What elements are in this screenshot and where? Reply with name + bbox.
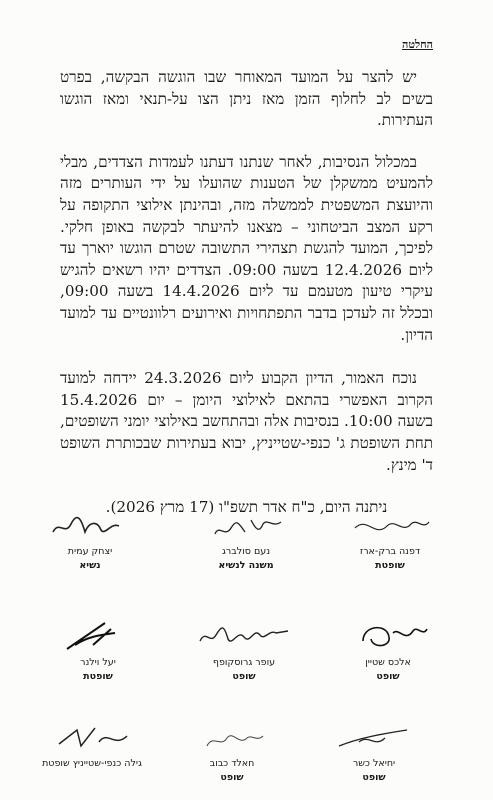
signer-name: גילה כנפי-שטייניץ שופטת xyxy=(42,758,142,769)
handwritten-signature-icon xyxy=(329,720,419,756)
signature-justice-barak-erez xyxy=(320,510,460,571)
signer-name: יצחק עמית xyxy=(67,546,113,557)
signer-name: יחיאל כשר xyxy=(352,758,396,769)
paragraph-2: במכלול הנסיבות, לאחר שנתנו דעתנו לעמדות הצדדים, מבלי להמעיט ממשקלן של הטענות שהועלו על ידי העותרים מזה והיועצת המשפטית לממשלה מזה, ובהינתן אילוצי התקופה על רקע המצב הביטחוני – מצאנו להיעתר לבקשה באופן חלקי. לפיכך, המועד להגשת תצהירי התשובה שטרם הוגשו יוארך עד ליום 12.4.2026 בשעה 09:00. הצדדים יהיו רשאים להגיש עיקרי טיעון מטעמם עד ליום 14.4.2026 בשעה 09:00, ובכלל זה לעדכן בדבר התפתחויות ואירועים רלוונטיים עד למועד הדיון. xyxy=(60,152,433,344)
signature-justice-kabub xyxy=(162,720,302,783)
handwritten-signature-icon xyxy=(53,615,143,655)
signer-name: דפנה ברק-ארז xyxy=(359,546,421,557)
signer-role: שופט xyxy=(376,671,400,682)
handwritten-signature-icon xyxy=(47,720,137,756)
handwritten-signature-icon xyxy=(343,615,433,655)
signer-name: עופר גרוסקופף xyxy=(212,657,276,668)
signature-justice-willner xyxy=(28,615,168,682)
signature-justice-kasher xyxy=(304,720,444,783)
signer-name: נעם סולברג xyxy=(222,546,270,557)
signer-role: שופטת xyxy=(83,671,113,682)
signer-role: שופט xyxy=(362,772,386,783)
signature-deputy-president xyxy=(176,510,316,571)
paragraph-3: נוכח האמור, הדיון הקבוע ליום 24.3.2026 יידחה למועד הקרוב האפשרי בהתאם לאילוצי היומן – יום 15.4.2026 בשעה 10:00. בנסיבות אלה ובהתחשב באילוצי יומני השופטים, תחת השופטת ג' כנפי-שטייניץ, יבוא בעתירות שבכותרת השופט ד' מינץ. xyxy=(60,369,434,474)
signature-president xyxy=(20,510,160,571)
decision-heading: החלטה xyxy=(402,38,433,51)
signer-role: שופטת xyxy=(375,560,405,571)
given-date-line: ניתנה היום, כ"ח אדר תשפ"ו (17 מרץ 2026). xyxy=(105,498,388,517)
signer-role: שופט xyxy=(220,772,244,783)
signer-name: חאלד כבוב xyxy=(209,758,255,769)
signature-justice-kanfi-steinitz xyxy=(22,720,162,769)
signer-role: משנה לנשיא xyxy=(218,560,274,571)
signer-role: נשיא xyxy=(79,560,101,571)
signer-name: יעל וילנר xyxy=(80,657,116,668)
signer-name: אלכס שטיין xyxy=(365,657,411,668)
handwritten-signature-icon xyxy=(194,615,294,655)
signer-role: שופט xyxy=(232,671,256,682)
paragraph-1: יש להצר על המועד המאוחר שבו הוגשה הבקשה, בפרט בשים לב לחלוף הזמן מאז ניתן הצו על-תנאי ומאז הוגשו העתירות. xyxy=(60,68,433,130)
signature-justice-stein xyxy=(318,615,458,682)
signature-justice-grosskopf xyxy=(174,615,314,682)
handwritten-signature-icon xyxy=(187,720,277,756)
